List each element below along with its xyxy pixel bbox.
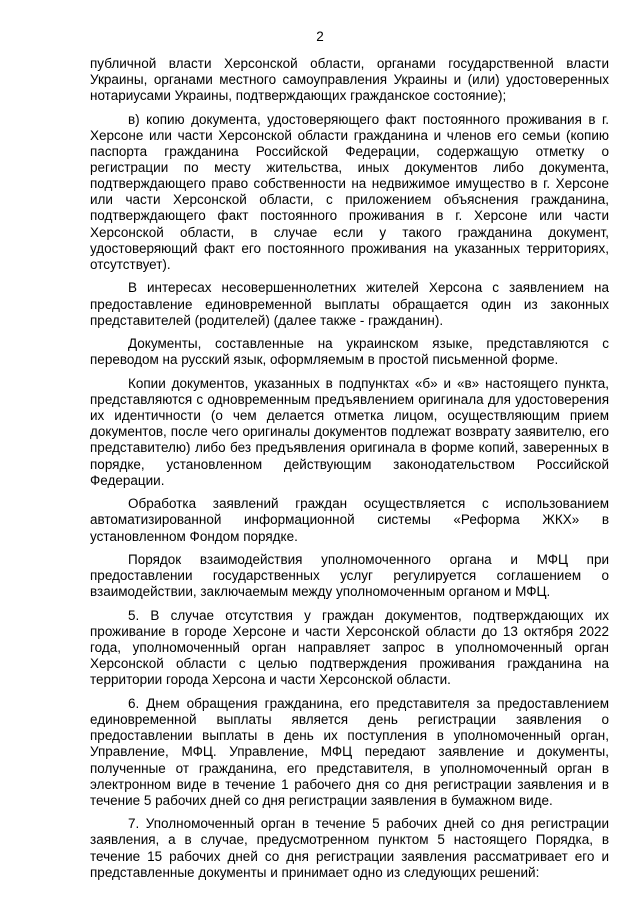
paragraph-translation: Документы, составленные на украинском языке, представляются с переводом на русский язык, оформляемым в простой письменной форме. [90,336,609,368]
paragraph-processing: Обработка заявлений граждан осуществляется с использованием автоматизированной информационной системы «Реформа ЖКХ» в установленном Фондом порядке. [90,496,609,544]
paragraph-item-7: 7. Уполномоченный орган в течение 5 рабочих дней со дня регистрации заявления, а в случае, предусмотренном пунктом 5 настоящего Порядка, в течение 15 рабочих дней со дня регистрации заявления рассматривает его и представленные документы и принимает одно из следующих решений: [90,816,609,880]
paragraph-copies: Копии документов, указанных в подпунктах «б» и «в» настоящего пункта, представляются с одновременным предъявлением оригинала для удостоверения их идентичности (о чем делается отметка лицом, осуществляющим прием документов, после чего оригиналы документов подлежат возврату заявителю, его представителю) либо без предъявления оригинала в форме копий, заверенных в порядке, установленном действующим законодательством Российской Федерации. [90,376,609,488]
paragraph-item-6: 6. Днем обращения гражданина, его представителя за предоставлением единовременной выплаты является день регистрации заявления о предоставлении выплаты в день их поступления в уполномоченный орган, Управление, МФЦ. Управление, МФЦ передают заявление и документы, полученные от гражданина, его представителя, в уполномоченный орган в электронном виде в течение 1 рабочего дня со дня регистрации заявления и в течение 5 рабочих дней со дня регистрации заявления в бумажном виде. [90,696,609,808]
paragraph-subitem-v: в) копию документа, удостоверяющего факт постоянного проживания в г. Херсоне или части Херсонской области гражданина и членов его семьи (копию паспорта гражданина Российской Федерации, содержащую отметку о регистрации по месту жительства, иных документов либо документа, подтверждающего право собственности на недвижимое имущество в г. Херсоне или части Херсонской области, с приложением объяснения гражданина, подтверждающего факт постоянного проживания в г. Херсоне или части Херсонской области, в случае если у такого гражданина документ, удостоверяющий факт его постоянного проживания на указанных территориях, отсутствует). [90,111,609,272]
page-number: 2 [316,29,324,44]
paragraph-item-5: 5. В случае отсутствия у граждан документов, подтверждающих их проживание в городе Херсоне и части Херсонской области до 13 октября 2022 года, уполномоченный орган направляет запрос в уполномоченный орган Херсонской области с целью подтверждения проживания гражданина на территории города Херсона и части Херсонской области. [90,608,609,688]
paragraph-interaction: Порядок взаимодействия уполномоченного органа и МФЦ при предоставлении государственных услуг регулируется соглашением о взаимодействии, заключаемым между уполномоченным органом и МФЦ. [90,552,609,600]
paragraph-continuation: публичной власти Херсонской области, органами государственной власти Украины, органами местного самоуправления Украины и (или) удостоверенных нотариусами Украины, подтверждающих гражданское состояние); [90,56,609,104]
document-body [90,56,609,881]
paragraph-minors: В интересах несовершеннолетних жителей Херсона с заявлением на предоставление единовременной выплаты обращается один из законных представителей (родителей) (далее также - гражданин). [90,280,609,328]
